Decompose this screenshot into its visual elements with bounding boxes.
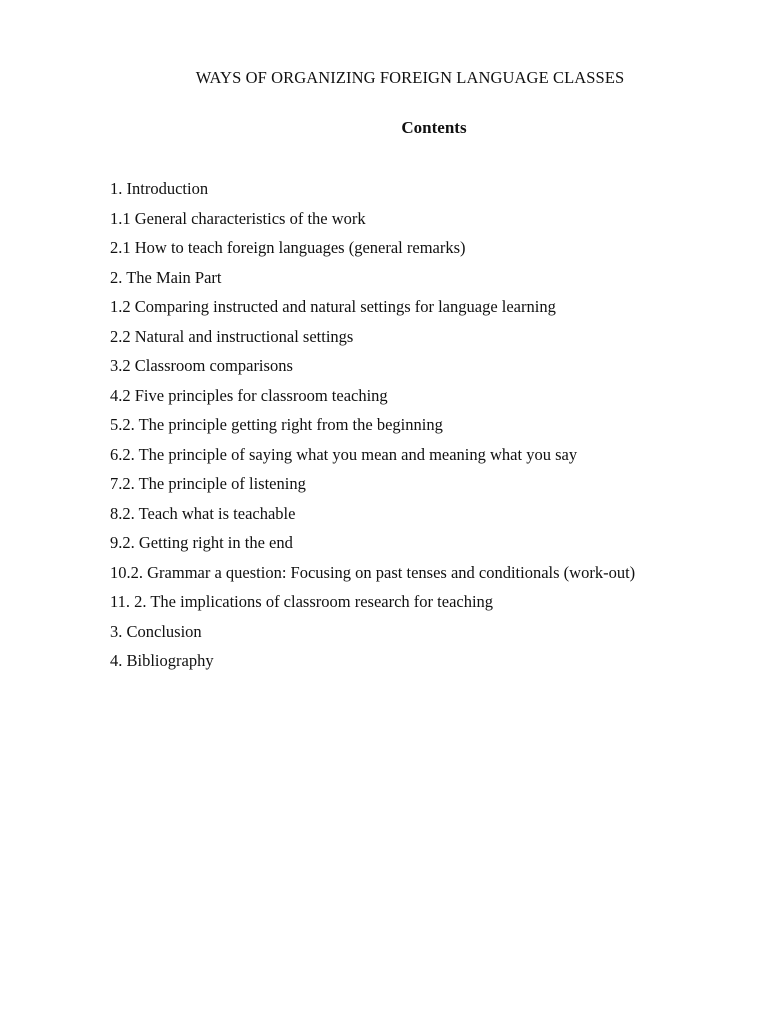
table-of-contents	[110, 174, 635, 676]
toc-item: 9.2. Getting right in the end	[110, 533, 293, 552]
toc-item: 8.2. Teach what is teachable	[110, 503, 296, 523]
toc-item: 1. Introduction	[110, 179, 209, 198]
toc-item: 1.1 General characteristics of the work	[110, 208, 366, 228]
toc-item: 3. Conclusion	[110, 621, 202, 641]
contents-heading: Contents	[401, 118, 467, 137]
toc-item: 11. 2. The implications of classroom research for teaching	[110, 592, 494, 611]
toc-item: 4. Bibliography	[110, 651, 214, 670]
toc-item: 2.2 Natural and instructional settings	[110, 326, 354, 346]
toc-item: 2. The Main Part	[110, 267, 222, 287]
toc-item: 4.2 Five principles for classroom teaching	[110, 385, 388, 405]
toc-item: 6.2. The principle of saying what you mean and meaning what you say	[110, 444, 578, 464]
toc-item: 3.2 Classroom comparisons	[110, 356, 293, 375]
toc-item: 1.2 Comparing instructed and natural settings for language learning	[110, 297, 556, 316]
toc-item: 5.2. The principle getting right from the beginning	[110, 415, 443, 434]
document-title: WAYS OF ORGANIZING FOREIGN LANGUAGE CLASSES	[195, 68, 625, 87]
toc-item: 7.2. The principle of listening	[110, 474, 306, 493]
toc-item: 2.1 How to teach foreign languages (general remarks)	[110, 238, 466, 257]
toc-item: 10.2. Grammar a question: Focusing on past tenses and conditionals (work-out)	[110, 562, 636, 582]
